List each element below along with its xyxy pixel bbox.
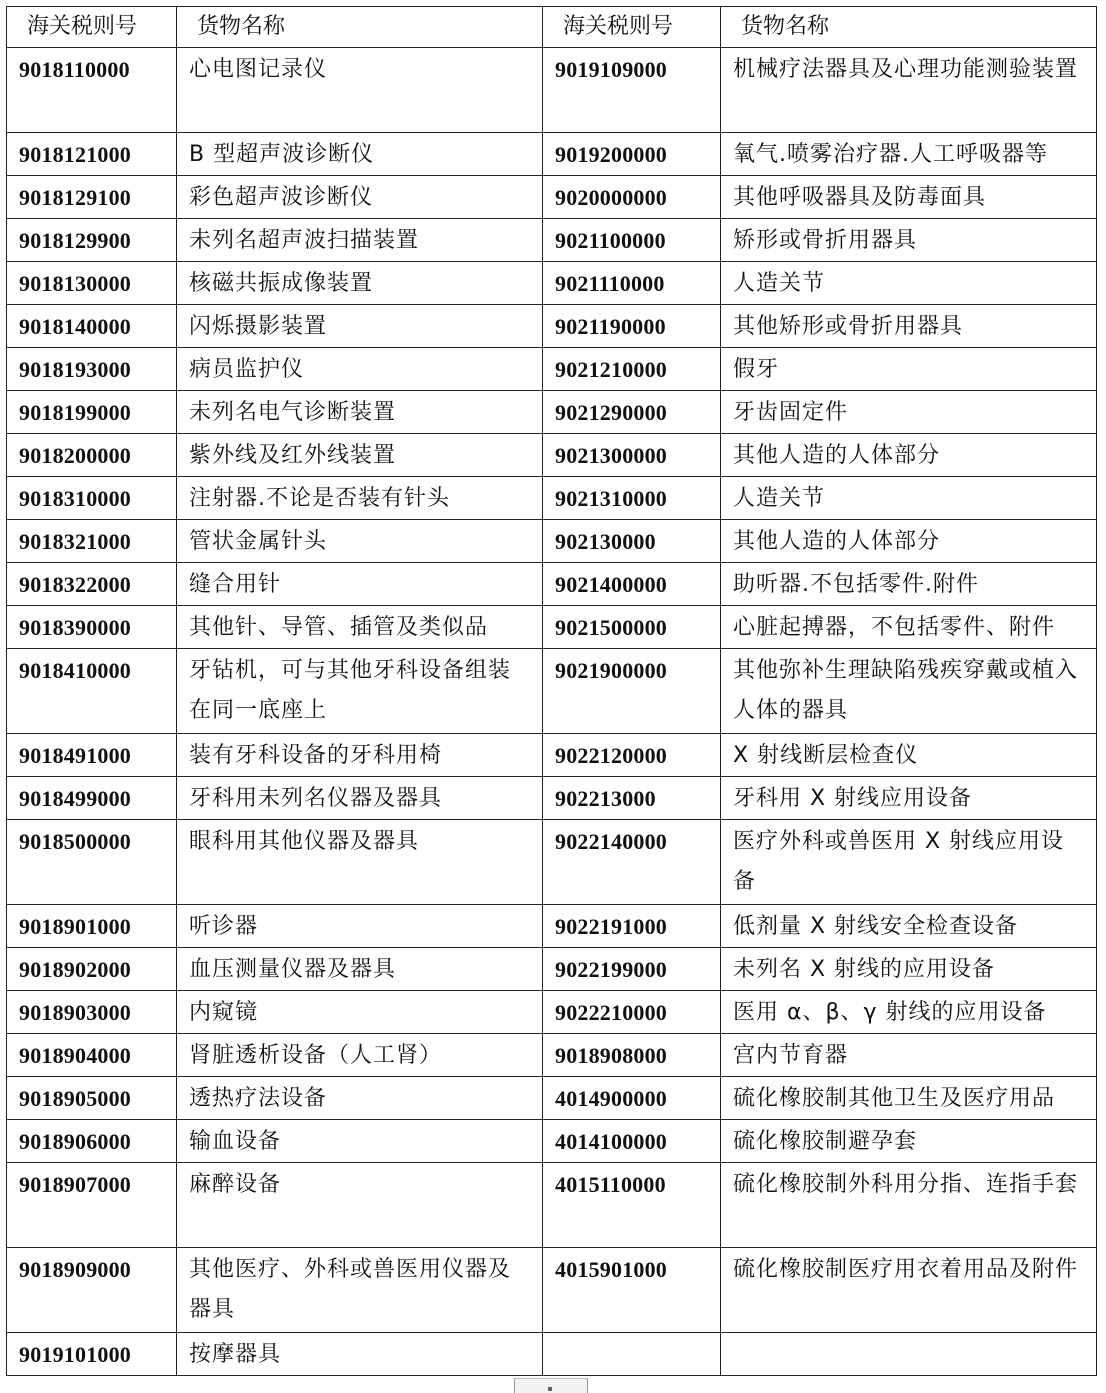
tariff-code-cell: 902213000 <box>543 777 721 820</box>
tariff-code-cell: 9021500000 <box>543 606 721 649</box>
goods-name-cell: 麻醉设备 <box>177 1163 543 1248</box>
goods-name-cell: 其他人造的人体部分 <box>721 520 1097 563</box>
tariff-code-cell: 9018410000 <box>7 649 177 734</box>
tariff-code-cell: 9018130000 <box>7 262 177 305</box>
tariff-table <box>6 6 1097 1376</box>
goods-name-cell: 机械疗法器具及心理功能测验装置 <box>721 48 1097 133</box>
header-tariff-code-1: 海关税则号 <box>7 7 177 48</box>
goods-name-cell: 管状金属针头 <box>177 520 543 563</box>
tariff-code-cell: 9018390000 <box>7 606 177 649</box>
tariff-code-cell: 9018321000 <box>7 520 177 563</box>
goods-name-cell: 牙钻机，可与其他牙科设备组装在同一底座上 <box>177 649 543 734</box>
goods-name-cell: 听诊器 <box>177 905 543 948</box>
header-goods-name-2: 货物名称 <box>721 7 1097 48</box>
header-tariff-code-2: 海关税则号 <box>543 7 721 48</box>
tariff-code-cell: 9021300000 <box>543 434 721 477</box>
table-row <box>7 905 1097 948</box>
tariff-code-cell: 9018110000 <box>7 48 177 133</box>
goods-name-cell: 硫化橡胶制医疗用衣着用品及附件 <box>721 1248 1097 1333</box>
goods-name-cell: 其他针、导管、插管及类似品 <box>177 606 543 649</box>
tariff-code-cell: 9022140000 <box>543 820 721 905</box>
goods-name-cell: 内窥镜 <box>177 991 543 1034</box>
goods-name-cell: 医用 α、β、γ 射线的应用设备 <box>721 991 1097 1034</box>
goods-name-cell: 医疗外科或兽医用 X 射线应用设备 <box>721 820 1097 905</box>
tariff-code-cell: 902130000 <box>543 520 721 563</box>
tariff-code-cell: 9018199000 <box>7 391 177 434</box>
tariff-code-cell <box>543 1333 721 1376</box>
table-row <box>7 606 1097 649</box>
table-row <box>7 1034 1097 1077</box>
goods-name-cell: 未列名 X 射线的应用设备 <box>721 948 1097 991</box>
tariff-code-cell: 9018905000 <box>7 1077 177 1120</box>
goods-name-cell: 人造关节 <box>721 477 1097 520</box>
tariff-code-cell: 9018200000 <box>7 434 177 477</box>
header-goods-name-1: 货物名称 <box>177 7 543 48</box>
tariff-code-cell: 9021210000 <box>543 348 721 391</box>
goods-name-cell: 心电图记录仪 <box>177 48 543 133</box>
goods-name-cell: 低剂量 X 射线安全检查设备 <box>721 905 1097 948</box>
tariff-code-cell: 9022199000 <box>543 948 721 991</box>
goods-name-cell: 氧气.喷雾治疗器.人工呼吸器等 <box>721 133 1097 176</box>
handle-dot <box>548 1387 552 1391</box>
goods-name-cell: 假牙 <box>721 348 1097 391</box>
goods-name-cell: 其他人造的人体部分 <box>721 434 1097 477</box>
tariff-code-cell: 9019200000 <box>543 133 721 176</box>
tariff-code-cell: 9018901000 <box>7 905 177 948</box>
goods-name-cell: 其他弥补生理缺陷残疾穿戴或植入人体的器具 <box>721 649 1097 734</box>
goods-name-cell: 助听器.不包括零件.附件 <box>721 563 1097 606</box>
goods-name-cell: 硫化橡胶制避孕套 <box>721 1120 1097 1163</box>
tariff-code-cell: 9018903000 <box>7 991 177 1034</box>
tariff-code-cell: 9022120000 <box>543 734 721 777</box>
goods-name-cell: 注射器.不论是否装有针头 <box>177 477 543 520</box>
tariff-code-cell: 9021310000 <box>543 477 721 520</box>
goods-name-cell: 其他矫形或骨折用器具 <box>721 305 1097 348</box>
tariff-code-cell: 9018491000 <box>7 734 177 777</box>
goods-name-cell: 装有牙科设备的牙科用椅 <box>177 734 543 777</box>
table-row <box>7 1077 1097 1120</box>
tariff-code-cell: 9018121000 <box>7 133 177 176</box>
goods-name-cell: 未列名电气诊断装置 <box>177 391 543 434</box>
goods-name-cell: 牙科用未列名仪器及器具 <box>177 777 543 820</box>
table-body <box>7 48 1097 1376</box>
tariff-code-cell: 9018902000 <box>7 948 177 991</box>
right-edge-mark <box>1100 652 1106 720</box>
table-row <box>7 1163 1097 1248</box>
goods-name-cell: 牙科用 X 射线应用设备 <box>721 777 1097 820</box>
tariff-code-cell: 9018140000 <box>7 305 177 348</box>
goods-name-cell: 彩色超声波诊断仪 <box>177 176 543 219</box>
goods-name-cell: 牙齿固定件 <box>721 391 1097 434</box>
tariff-code-cell: 9018322000 <box>7 563 177 606</box>
scroll-handle <box>514 1378 588 1393</box>
tariff-code-cell: 9021110000 <box>543 262 721 305</box>
tariff-code-cell: 9019109000 <box>543 48 721 133</box>
goods-name-cell: 眼科用其他仪器及器具 <box>177 820 543 905</box>
goods-name-cell: X 射线断层检查仪 <box>721 734 1097 777</box>
table-row <box>7 991 1097 1034</box>
goods-name-cell: 矫形或骨折用器具 <box>721 219 1097 262</box>
table-row <box>7 391 1097 434</box>
tariff-code-cell: 9018310000 <box>7 477 177 520</box>
tariff-code-cell: 9018500000 <box>7 820 177 905</box>
table-row <box>7 1248 1097 1333</box>
tariff-code-cell: 9022210000 <box>543 991 721 1034</box>
tariff-code-cell: 9018907000 <box>7 1163 177 1248</box>
table-row <box>7 820 1097 905</box>
table-row <box>7 777 1097 820</box>
goods-name-cell: 硫化橡胶制外科用分指、连指手套 <box>721 1163 1097 1248</box>
table-row <box>7 262 1097 305</box>
tariff-code-cell: 9018904000 <box>7 1034 177 1077</box>
tariff-code-cell: 4015901000 <box>543 1248 721 1333</box>
tariff-code-cell: 9021290000 <box>543 391 721 434</box>
table-row <box>7 1333 1097 1376</box>
table-row <box>7 734 1097 777</box>
table-row <box>7 1120 1097 1163</box>
goods-name-cell: 肾脏透析设备（人工肾） <box>177 1034 543 1077</box>
table-row <box>7 477 1097 520</box>
tariff-code-cell: 9018906000 <box>7 1120 177 1163</box>
table-row <box>7 219 1097 262</box>
tariff-code-cell: 9018129100 <box>7 176 177 219</box>
goods-name-cell: 人造关节 <box>721 262 1097 305</box>
tariff-code-cell: 9022191000 <box>543 905 721 948</box>
goods-name-cell: 闪烁摄影装置 <box>177 305 543 348</box>
header-row <box>7 7 1097 48</box>
goods-name-cell: 透热疗法设备 <box>177 1077 543 1120</box>
goods-name-cell: 其他医疗、外科或兽医用仪器及器具 <box>177 1248 543 1333</box>
goods-name-cell: 紫外线及红外线装置 <box>177 434 543 477</box>
table-row <box>7 649 1097 734</box>
table-row <box>7 176 1097 219</box>
tariff-code-cell: 9018129900 <box>7 219 177 262</box>
table-row <box>7 948 1097 991</box>
tariff-code-cell: 9021900000 <box>543 649 721 734</box>
tariff-code-cell: 9021400000 <box>543 563 721 606</box>
table-row <box>7 520 1097 563</box>
tariff-code-cell: 4014100000 <box>543 1120 721 1163</box>
tariff-code-cell: 4015110000 <box>543 1163 721 1248</box>
goods-name-cell: 未列名超声波扫描装置 <box>177 219 543 262</box>
goods-name-cell: 其他呼吸器具及防毒面具 <box>721 176 1097 219</box>
tariff-code-cell: 9018499000 <box>7 777 177 820</box>
goods-name-cell: 核磁共振成像装置 <box>177 262 543 305</box>
goods-name-cell: 血压测量仪器及器具 <box>177 948 543 991</box>
goods-name-cell: 宫内节育器 <box>721 1034 1097 1077</box>
tariff-code-cell: 4014900000 <box>543 1077 721 1120</box>
table-row <box>7 434 1097 477</box>
table-row <box>7 305 1097 348</box>
goods-name-cell: 心脏起搏器，不包括零件、附件 <box>721 606 1097 649</box>
tariff-code-cell: 9021190000 <box>543 305 721 348</box>
goods-name-cell <box>721 1333 1097 1376</box>
goods-name-cell: B 型超声波诊断仪 <box>177 133 543 176</box>
tariff-code-cell: 9020000000 <box>543 176 721 219</box>
goods-name-cell: 病员监护仪 <box>177 348 543 391</box>
goods-name-cell: 按摩器具 <box>177 1333 543 1376</box>
table-row <box>7 563 1097 606</box>
table-row <box>7 133 1097 176</box>
table-row <box>7 48 1097 133</box>
tariff-code-cell: 9018193000 <box>7 348 177 391</box>
tariff-code-cell: 9018908000 <box>543 1034 721 1077</box>
goods-name-cell: 缝合用针 <box>177 563 543 606</box>
tariff-code-cell: 9018909000 <box>7 1248 177 1333</box>
tariff-code-cell: 9021100000 <box>543 219 721 262</box>
table-row <box>7 348 1097 391</box>
goods-name-cell: 硫化橡胶制其他卫生及医疗用品 <box>721 1077 1097 1120</box>
tariff-code-cell: 9019101000 <box>7 1333 177 1376</box>
goods-name-cell: 输血设备 <box>177 1120 543 1163</box>
